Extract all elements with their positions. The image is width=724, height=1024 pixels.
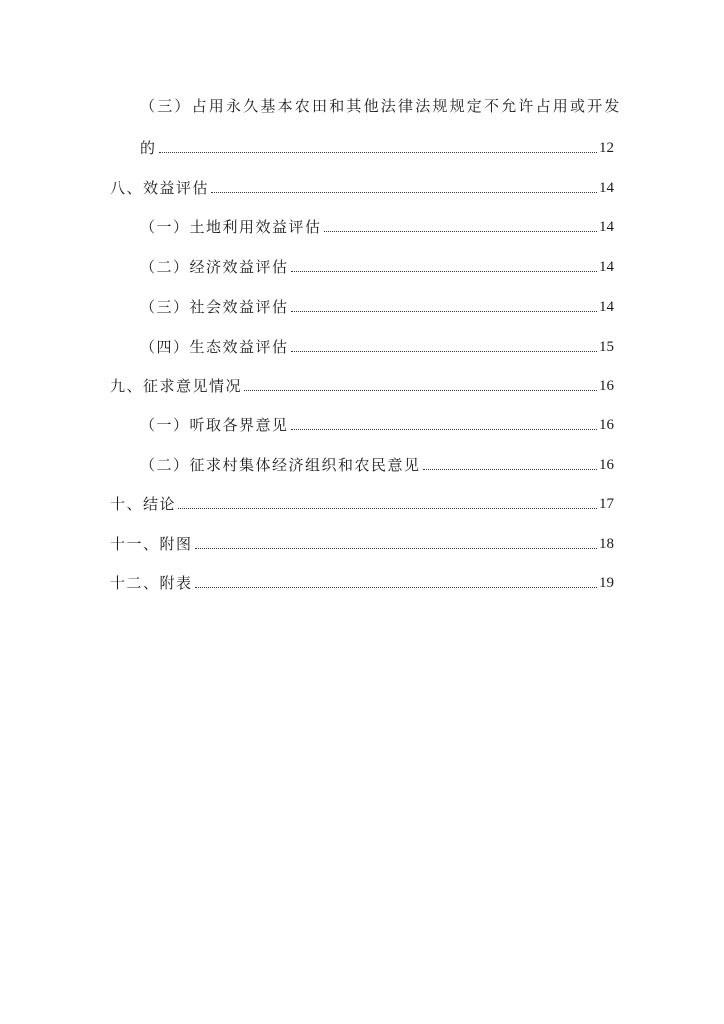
toc-entry-section-12[interactable] — [110, 569, 614, 593]
toc-page-number: 15 — [599, 339, 614, 355]
toc-entry-8-4[interactable] — [140, 333, 614, 357]
dot-leader — [423, 469, 597, 470]
toc-page-number: 12 — [599, 140, 614, 156]
toc-entry-section-11[interactable] — [110, 530, 614, 554]
toc-entry-9-1[interactable] — [140, 411, 614, 435]
toc-entry-text: 八、效益评估 — [110, 179, 210, 197]
toc-entry-section-8[interactable] — [110, 174, 614, 198]
toc-entry-section-10[interactable] — [110, 490, 614, 514]
dot-leader — [159, 152, 597, 153]
toc-entry-9-2[interactable] — [140, 451, 614, 475]
toc-entry-text: 九、征求意见情况 — [110, 377, 243, 395]
toc-page-number: 17 — [599, 496, 614, 512]
toc-page-number: 16 — [599, 417, 614, 433]
toc-entry-text: （二）征求村集体经济组织和农民意见 — [140, 456, 421, 474]
toc-page-number: 14 — [599, 219, 614, 235]
toc-page-number: 19 — [599, 575, 614, 591]
toc-entry-text: （三）社会效益评估 — [140, 298, 289, 316]
toc-page-number: 14 — [599, 259, 614, 275]
toc-entry-text: 十二、附表 — [110, 574, 193, 592]
toc-entry-text: （一）听取各界意见 — [140, 416, 289, 434]
toc-entry-text: 十一、附图 — [110, 535, 193, 553]
toc-entry-text: （四）生态效益评估 — [140, 338, 289, 356]
toc-entry-text: 十、结论 — [110, 495, 177, 513]
toc-entry-wrapped-first-line[interactable]: （三）占用永久基本农田和其他法律法规规定不允许占用或开发 — [140, 97, 622, 115]
toc-page-number: 16 — [599, 378, 614, 394]
dot-leader — [291, 311, 597, 312]
toc-page-number: 14 — [599, 299, 614, 315]
dot-leader — [291, 429, 597, 430]
toc-entry-8-3[interactable] — [140, 293, 614, 317]
dot-leader — [178, 508, 597, 509]
toc-entry-text: （一）土地利用效益评估 — [140, 218, 322, 236]
dot-leader — [195, 548, 597, 549]
dot-leader — [324, 231, 597, 232]
toc-entry-text: 的 — [140, 139, 157, 157]
dot-leader — [244, 390, 597, 391]
dot-leader — [291, 351, 597, 352]
dot-leader — [195, 587, 597, 588]
toc-page-number: 16 — [599, 457, 614, 473]
toc-entry-8-1[interactable] — [140, 213, 614, 237]
toc-entry-8-2[interactable] — [140, 253, 614, 277]
toc-entry-section-9[interactable] — [110, 372, 614, 396]
toc-page-number: 14 — [599, 180, 614, 196]
dot-leader — [291, 271, 597, 272]
dot-leader — [211, 192, 597, 193]
toc-entry-text: （二）经济效益评估 — [140, 258, 289, 276]
toc-entry-wrapped-continuation[interactable] — [140, 134, 614, 158]
toc-page-number: 18 — [599, 536, 614, 552]
